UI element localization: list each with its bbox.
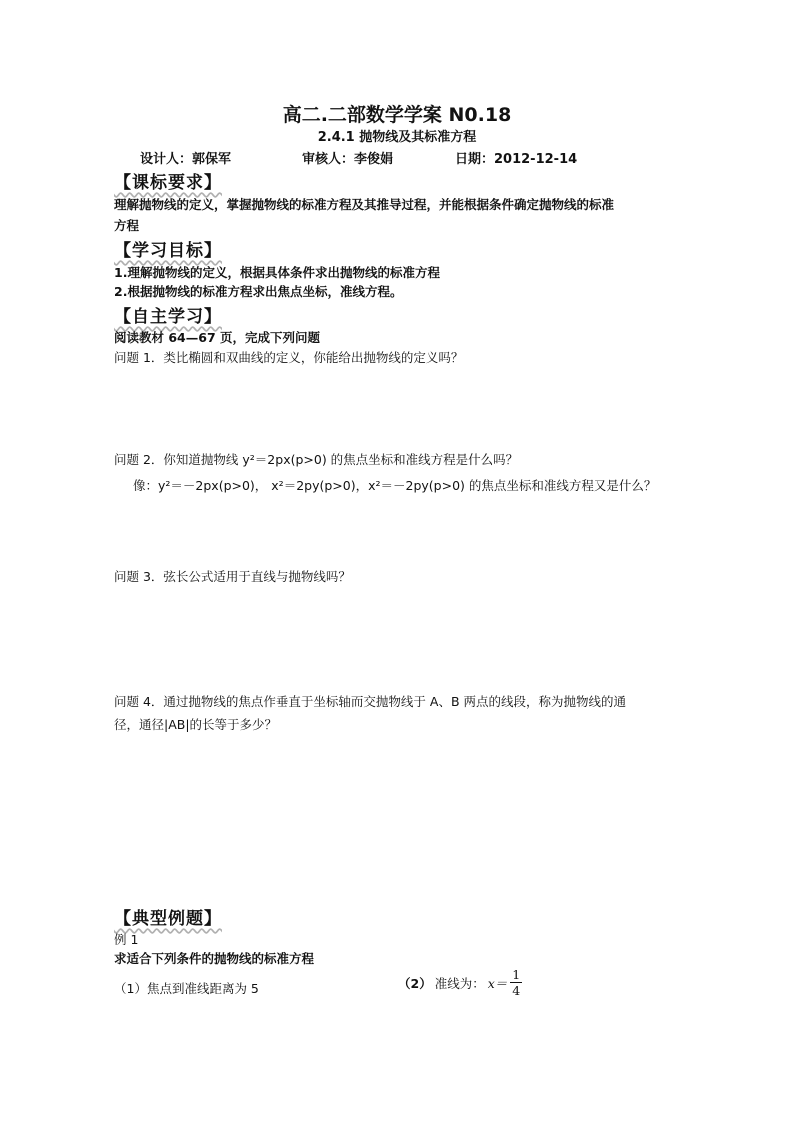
question-1: 问题 1．类比椭圆和双曲线的定义，你能给出抛物线的定义吗？: [114, 350, 464, 365]
example-part-2: [398, 967, 522, 998]
page-title: 高二.二部数学学案 N0.18: [282, 104, 512, 126]
example-part-2-variable: x＝: [487, 975, 508, 991]
curriculum-text-line1: 理解抛物线的定义，掌握抛物线的标准方程及其推导过程，并能根据条件确定抛物线的标准: [114, 197, 615, 212]
question-2: 问题 2．你知道抛物线 y²＝2px(p>0) 的焦点坐标和准线方程是什么吗？: [114, 452, 519, 467]
reviewer: 审核人：李俊娟: [302, 152, 394, 167]
question-4-line1: 问题 4．通过抛物线的焦点作垂直于坐标轴而交抛物线于 A、B 两点的线段，称为抛物线的通: [114, 694, 627, 709]
fraction-denominator: 4: [512, 983, 521, 998]
question-2-followup: 像：y²＝－2px(p>0)， x²＝2py(p>0)，x²＝－2py(p>0) 的焦点坐标和准线方程又是什么？: [133, 478, 657, 493]
example-prompt: 求适合下列条件的抛物线的标准方程: [114, 951, 315, 966]
example-label: 例 1: [114, 932, 139, 947]
fraction-numerator: 1: [512, 967, 521, 982]
goal-item-2: 2.根据抛物线的标准方程求出焦点坐标，准线方程。: [114, 284, 403, 299]
designer: 设计人：郭保军: [140, 152, 232, 167]
curriculum-text-line2: 方程: [114, 218, 140, 233]
example-part-1: （1）焦点到准线距离为 5: [114, 981, 259, 996]
question-4-line2: 径，通径|AB|的长等于多少？: [114, 717, 278, 732]
self-study-heading: 【自主学习】: [114, 307, 222, 327]
fraction: [510, 967, 522, 998]
example-part-2-text: 准线为：: [434, 975, 485, 991]
examples-heading: 【典型例题】: [114, 909, 222, 929]
goal-item-1: 1.理解抛物线的定义，根据具体条件求出抛物线的标准方程: [114, 265, 440, 280]
self-study-intro: 阅读教材 64—67 页，完成下列问题: [114, 330, 320, 345]
curriculum-heading: 【课标要求】: [114, 173, 222, 193]
page-subtitle: 2.4.1 抛物线及其标准方程: [317, 130, 477, 145]
example-part-2-label: （2）: [398, 975, 432, 991]
question-3: 问题 3．弦长公式适用于直线与抛物线吗？: [114, 569, 351, 584]
goals-heading: 【学习目标】: [114, 241, 222, 261]
date: 日期：2012-12-14: [455, 152, 578, 167]
